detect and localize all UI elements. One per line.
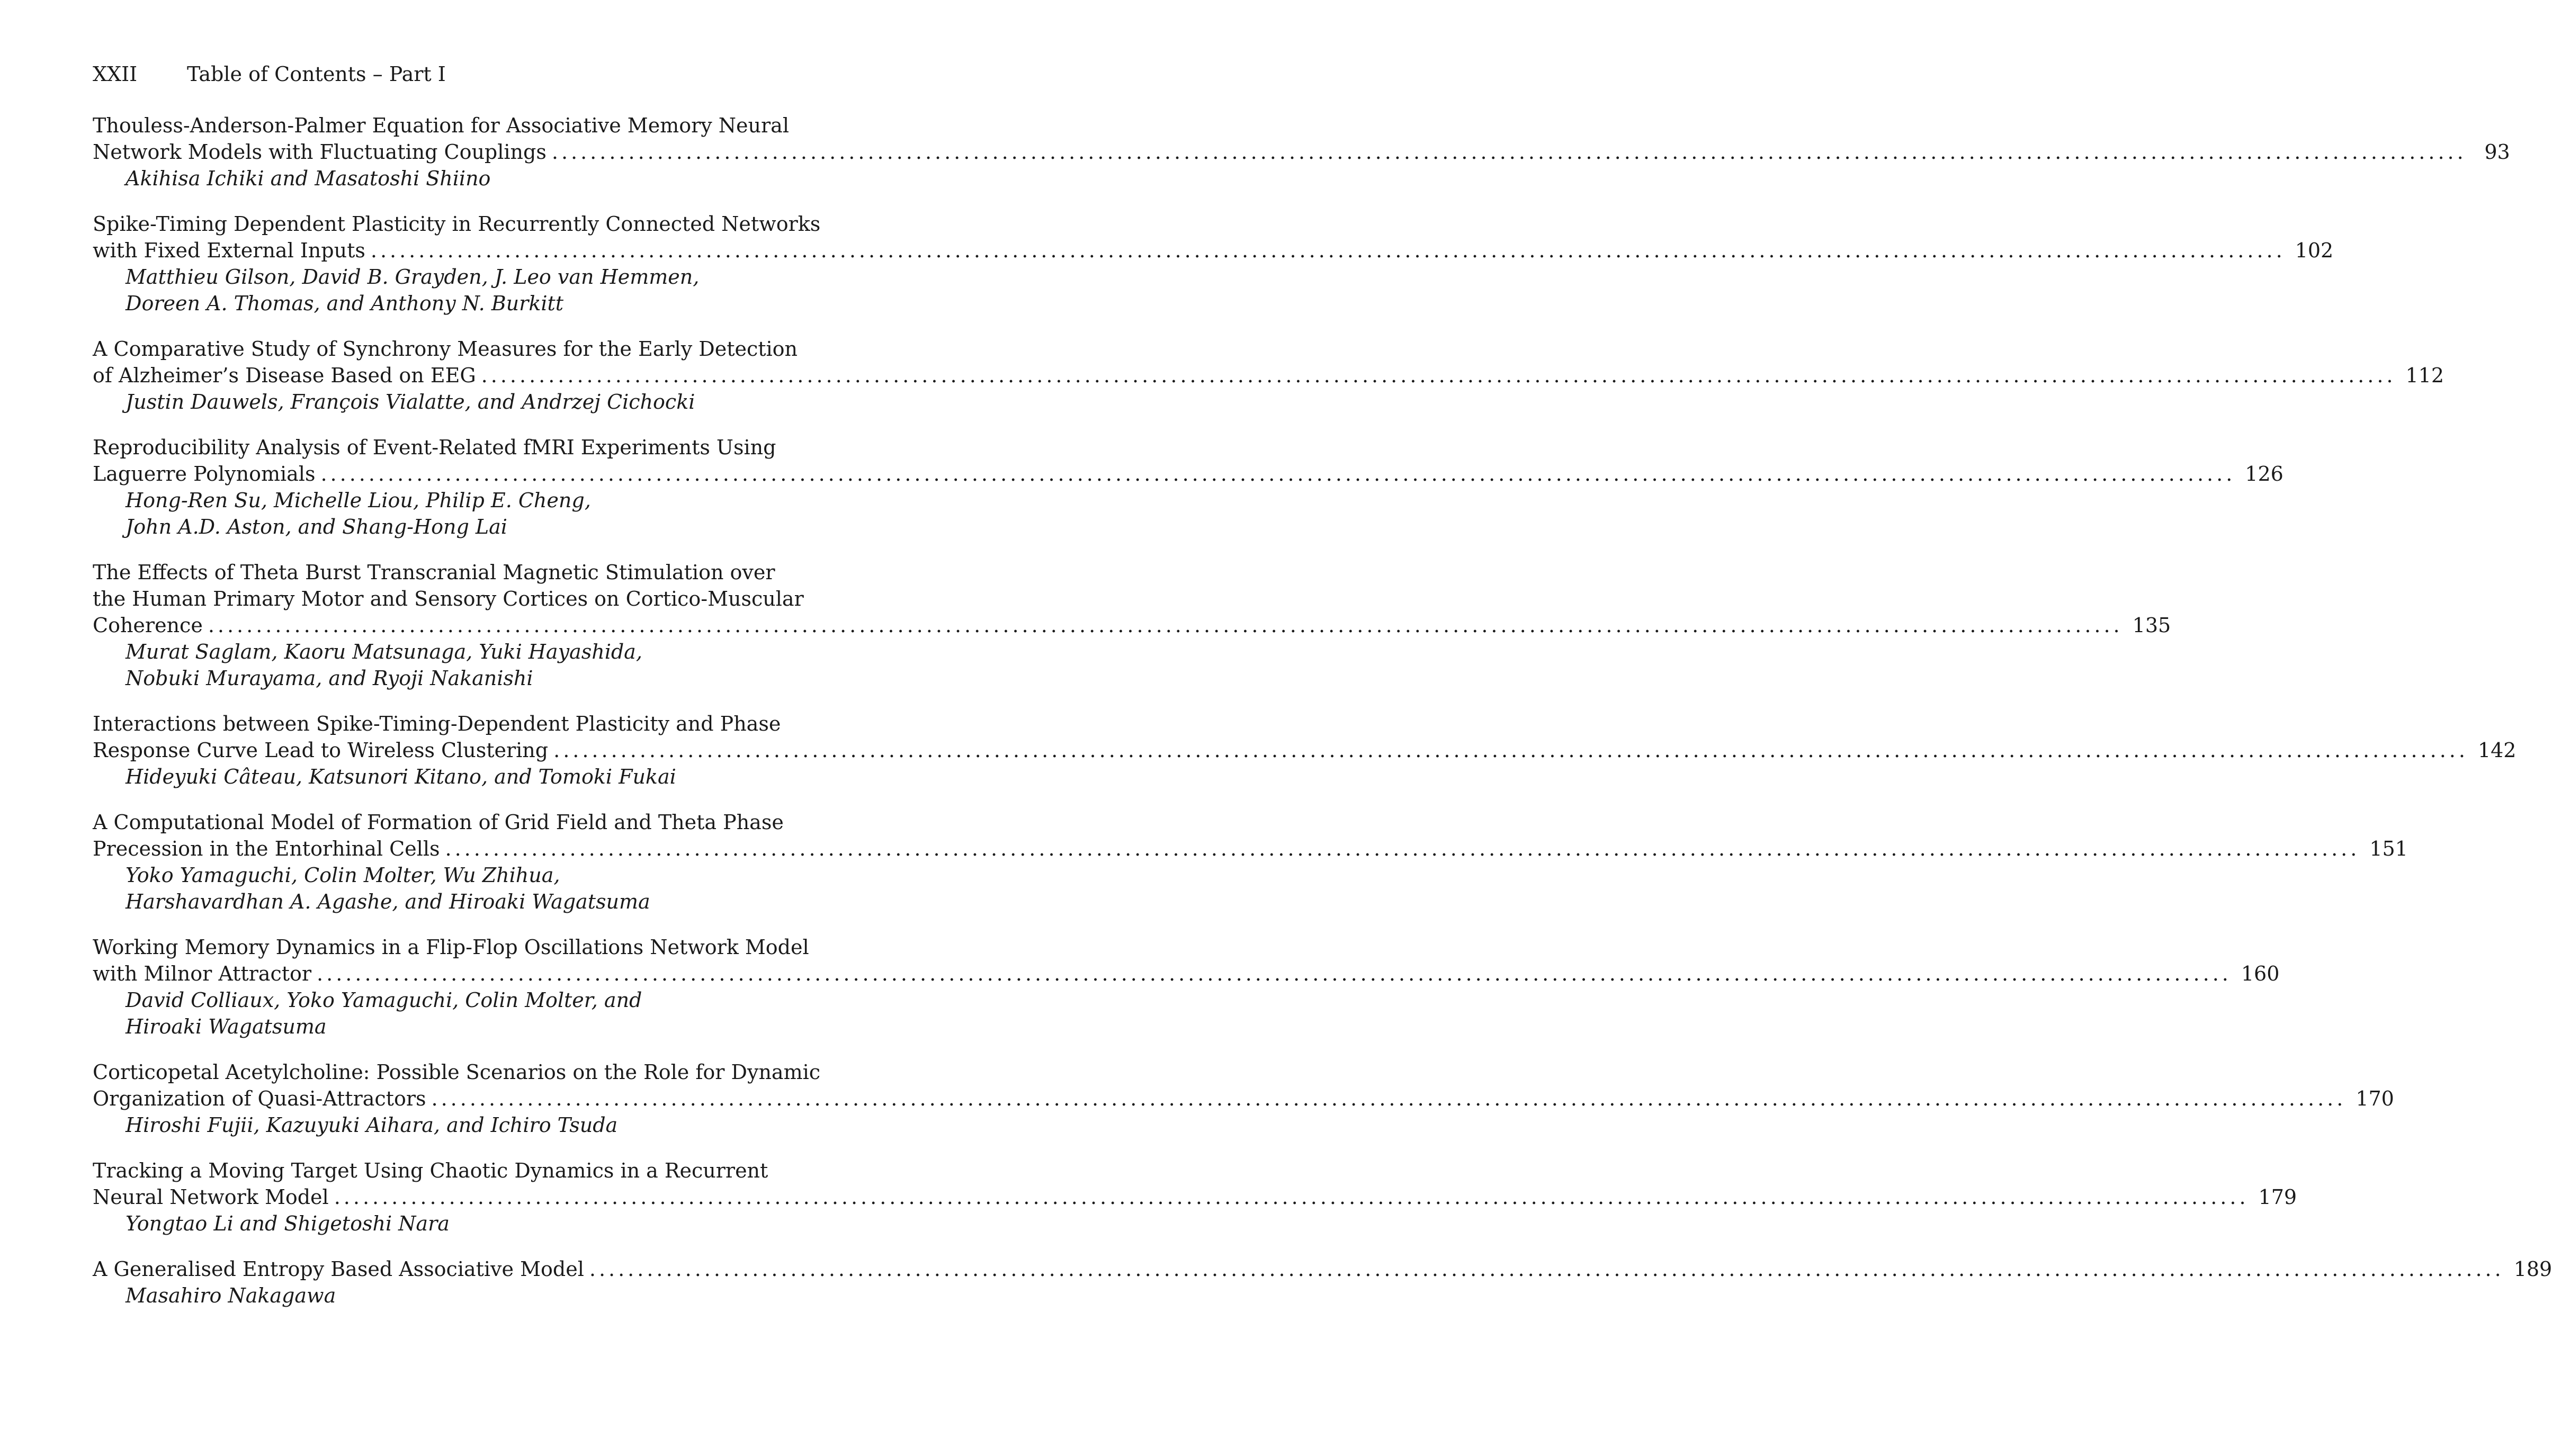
entry-authors: Hiroshi Fujii, Kazuyuki Aihara, and Ichiro Tsuda xyxy=(126,1113,618,1137)
toc-entry xyxy=(93,1059,2394,1138)
entry-title-last-line xyxy=(93,139,2510,165)
toc-entry xyxy=(93,1256,2552,1309)
entry-authors: Doreen A. Thomas, and Anthony N. Burkitt xyxy=(126,292,564,315)
dot-leader: ........................................................................................................................................................................................................ xyxy=(317,962,2232,985)
entry-authors: Matthieu Gilson, David B. Grayden, J. Leo van Hemmen, xyxy=(126,265,700,289)
entry-title-line: with Milnor Attractor xyxy=(93,962,312,985)
entry-page-number: 135 xyxy=(2132,614,2171,637)
entry-title-line: The Effects of Theta Burst Transcranial Magnetic Stimulation over xyxy=(93,561,775,584)
entry-title-line: Coherence xyxy=(93,614,203,637)
entry-title-line: A Comparative Study of Synchrony Measures for the Early Detection xyxy=(93,337,798,361)
document-page xyxy=(93,0,2552,1456)
entry-title-line: with Fixed External Inputs xyxy=(93,239,365,262)
dot-leader: ........................................................................................................................................................................................................ xyxy=(481,364,2396,387)
entry-page-number: 93 xyxy=(2484,140,2510,164)
dot-leader: ........................................................................................................................................................................................................ xyxy=(431,1087,2347,1110)
entry-title-line: Organization of Quasi-Attractors xyxy=(93,1087,426,1110)
entry-title-last-line xyxy=(93,1085,2394,1112)
dot-leader: ........................................................................................................................................................................................................ xyxy=(551,140,2467,164)
entry-title-line: A Generalised Entropy Based Associative Model xyxy=(93,1257,584,1281)
header-page-number: XXII xyxy=(93,62,138,86)
entry-authors: Akihisa Ichiki and Masatoshi Shiino xyxy=(126,167,491,190)
entry-authors: John A.D. Aston, and Shang-Hong Lai xyxy=(126,515,507,538)
header-title: Table of Contents – Part I xyxy=(187,62,446,86)
entry-title-last-line xyxy=(93,960,2280,987)
entry-page-number: 126 xyxy=(2245,462,2284,486)
toc-entry xyxy=(93,1157,2297,1237)
entry-title-line: Reproducibility Analysis of Event-Related fMRI Experiments Using xyxy=(93,436,776,459)
entry-authors: Nobuki Murayama, and Ryoji Nakanishi xyxy=(126,667,533,690)
entry-authors: Hiroaki Wagatsuma xyxy=(126,1015,327,1038)
entry-title-last-line xyxy=(93,237,2334,264)
entry-page-number: 160 xyxy=(2241,962,2280,985)
dot-leader: ........................................................................................................................................................................................................ xyxy=(370,239,2286,262)
dot-leader: ........................................................................................................................................................................................................ xyxy=(208,614,2123,637)
entry-authors: Murat Saglam, Kaoru Matsunaga, Yuki Hayashida, xyxy=(126,640,642,663)
entry-page-number: 189 xyxy=(2513,1257,2552,1281)
entry-title-last-line xyxy=(93,362,2444,389)
entry-page-number: 112 xyxy=(2405,364,2444,387)
entry-title-last-line xyxy=(93,612,2171,639)
entry-title-last-line xyxy=(93,835,2408,862)
toc-entry xyxy=(93,112,2510,192)
dot-leader: ........................................................................................................................................................................................................ xyxy=(320,462,2236,486)
toc-list xyxy=(93,112,2552,1328)
dot-leader: ........................................................................................................................................................................................................ xyxy=(553,739,2468,762)
entry-title-line: Precession in the Entorhinal Cells xyxy=(93,837,440,860)
entry-title-line: Spike-Timing Dependent Plasticity in Recurrently Connected Networks xyxy=(93,212,821,236)
entry-title-line: Response Curve Lead to Wireless Clustering xyxy=(93,739,549,762)
entry-authors: Harshavardhan A. Agashe, and Hiroaki Wagatsuma xyxy=(126,890,650,913)
entry-title-last-line xyxy=(93,737,2517,763)
running-header xyxy=(93,59,446,89)
toc-entry xyxy=(93,809,2408,915)
entry-page-number: 142 xyxy=(2477,739,2517,762)
entry-title-line: of Alzheimer’s Disease Based on EEG xyxy=(93,364,476,387)
toc-entry xyxy=(93,434,2284,540)
entry-page-number: 170 xyxy=(2356,1087,2394,1110)
dot-leader: ........................................................................................................................................................................................................ xyxy=(334,1185,2249,1209)
entry-title-line: Neural Network Model xyxy=(93,1185,329,1209)
dot-leader: ........................................................................................................................................................................................................ xyxy=(589,1257,2504,1281)
entry-title-last-line xyxy=(93,1256,2552,1282)
entry-title-line: A Computational Model of Formation of Grid Field and Theta Phase xyxy=(93,811,784,834)
toc-entry xyxy=(93,934,2280,1040)
entry-authors: Yoko Yamaguchi, Colin Molter, Wu Zhihua, xyxy=(126,864,560,887)
toc-entry xyxy=(93,211,2334,317)
entry-title-line: Thouless-Anderson-Palmer Equation for Associative Memory Neural xyxy=(93,114,789,137)
entry-title-last-line xyxy=(93,1184,2297,1210)
entry-page-number: 151 xyxy=(2369,837,2408,860)
toc-entry xyxy=(93,559,2171,691)
entry-title-line: Corticopetal Acetylcholine: Possible Scenarios on the Role for Dynamic xyxy=(93,1060,821,1084)
toc-entry xyxy=(93,711,2517,790)
entry-title-line: Tracking a Moving Target Using Chaotic Dynamics in a Recurrent xyxy=(93,1159,768,1182)
entry-title-line: the Human Primary Motor and Sensory Cortices on Cortico-Muscular xyxy=(93,587,804,610)
entry-authors: Hideyuki Câteau, Katsunori Kitano, and Tomoki Fukai xyxy=(126,765,676,788)
entry-page-number: 102 xyxy=(2295,239,2334,262)
entry-authors: Yongtao Li and Shigetoshi Nara xyxy=(126,1212,450,1235)
entry-title-last-line xyxy=(93,461,2284,487)
entry-title-line: Network Models with Fluctuating Couplings xyxy=(93,140,547,164)
entry-title-line: Interactions between Spike-Timing-Dependent Plasticity and Phase xyxy=(93,712,781,735)
entry-page-number: 179 xyxy=(2258,1185,2297,1209)
entry-authors: Justin Dauwels, François Vialatte, and Andrzej Cichocki xyxy=(126,390,695,414)
entry-title-line: Working Memory Dynamics in a Flip-Flop Oscillations Network Model xyxy=(93,936,809,959)
dot-leader: ........................................................................................................................................................................................................ xyxy=(445,837,2360,860)
entry-authors: David Colliaux, Yoko Yamaguchi, Colin Molter, and xyxy=(126,988,642,1012)
toc-entry xyxy=(93,336,2444,415)
entry-authors: Masahiro Nakagawa xyxy=(126,1284,336,1307)
entry-title-line: Laguerre Polynomials xyxy=(93,462,316,486)
entry-authors: Hong-Ren Su, Michelle Liou, Philip E. Cheng, xyxy=(126,489,591,512)
